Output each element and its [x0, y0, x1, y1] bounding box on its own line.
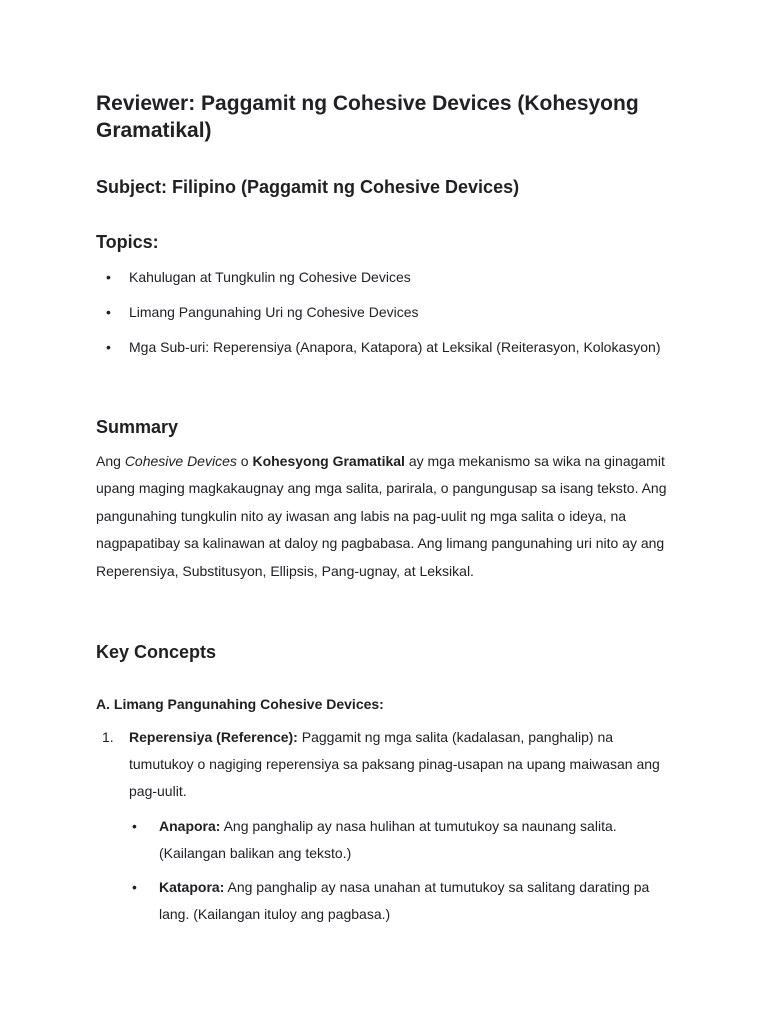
sub-list	[129, 813, 676, 928]
concepts-list	[96, 724, 676, 928]
sub-term: Katapora:	[159, 879, 225, 895]
list-item: • Katapora: Ang panghalip ay nasa unahan at tumutukoy sa salitang darating pa lang. (Kailangan ituloy ang pagbasa.)	[129, 874, 676, 928]
bullet-icon: •	[132, 879, 137, 895]
list-item: • Kahulugan at Tungkulin ng Cohesive Devices	[96, 264, 676, 290]
subject-heading: Subject: Filipino (Paggamit ng Cohesive Devices)	[96, 177, 520, 197]
section-a-heading: A. Limang Pangunahing Cohesive Devices:	[96, 696, 384, 712]
summary-paragraph: Ang Cohesive Devices o Kohesyong Gramatikal ay mga mekanismo sa wika na ginagamit upang maging magkakaugnay ang mga salita, parirala, o pangungusap sa isang teksto. Ang pangunahing tungkulin nito ay iwasan ang labis na pag-uulit ng mga salita o ideya, na nagpapatibay sa kalinawan at daloy ng pagbabasa. Ang limang pangunahing uri nito ay ang Reperensiya, Substitusyon, Ellipsis, Pang-ugnay, at Leksikal.	[96, 453, 667, 579]
list-item: • Limang Pangunahing Uri ng Cohesive Devices	[96, 299, 676, 325]
topics-heading: Topics:	[96, 232, 159, 252]
concept-term: Reperensiya (Reference):	[129, 729, 298, 745]
list-item: • Anapora: Ang panghalip ay nasa hulihan at tumutukoy sa naunang salita. (Kailangan balikan ang teksto.)	[129, 813, 676, 867]
document-title: Reviewer: Paggamit ng Cohesive Devices (Kohesyong Gramatikal)	[96, 92, 639, 142]
list-item: 1. Reperensiya (Reference): Paggamit ng mga salita (kadalasan, panghalip) na tumutukoy o nagiging reperensiya sa paksang pinag-usapan na upang maiwasan ang pag-uulit. • Anapora: Ang panghalip ay nasa hulihan at tumutukoy sa naunang salita. (Kailangan balikan ang teksto.) • Katapora: Ang panghalip ay nasa unahan at tumutukoy sa salitang darating pa lang. (Kailangan ituloy ang pagbasa.)	[96, 724, 676, 928]
topics-list	[96, 264, 676, 360]
bullet-icon: •	[106, 304, 111, 320]
bullet-icon: •	[132, 818, 137, 834]
bullet-icon: •	[106, 269, 111, 285]
bullet-icon: •	[106, 339, 111, 355]
summary-term-bold: Kohesyong Gramatikal	[252, 453, 405, 469]
list-item: • Mga Sub-uri: Reperensiya (Anapora, Katapora) at Leksikal (Reiterasyon, Kolokasyon)	[96, 334, 676, 360]
summary-term-italic: Cohesive Devices	[124, 453, 237, 469]
summary-heading: Summary	[96, 417, 179, 437]
key-concepts-heading: Key Concepts	[96, 642, 217, 662]
sub-term: Anapora:	[159, 818, 221, 834]
item-number: 1.	[102, 729, 114, 745]
